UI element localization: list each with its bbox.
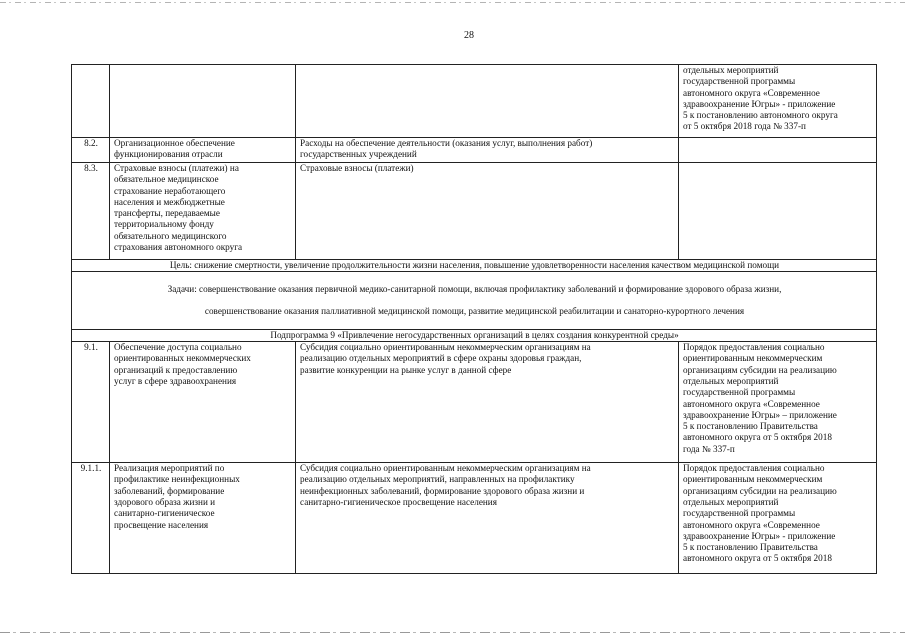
- legal-document: [679, 163, 877, 260]
- page-number: 28: [464, 30, 474, 41]
- subprogram-title: Подпрограмма 9 «Привлечение негосударственных организаций в целях создания конкурентной среды»: [72, 329, 877, 341]
- tasks-row: [72, 272, 877, 329]
- scan-edge-bottom: [0, 632, 905, 633]
- tasks-line-1: Задачи: совершенствование оказания первичной медико-санитарной помощи, включая профилактику заболеваний и формирование здорового образа жизни,: [167, 283, 782, 294]
- table-row: [72, 463, 877, 574]
- measure-name: Страховые взносы (платежи) на обязательное медицинское страхование неработающего населения и межбюджетные трансферты, передаваемые территориальному фонду обязательного медицинского страхования автономного округа: [110, 163, 296, 260]
- legal-document: [679, 138, 877, 163]
- goal-text: Цель: снижение смертности, увеличение продолжительности жизни населения, повышение удовлетворенности населения качеством медицинской помощи: [72, 260, 877, 272]
- goal-row: [72, 260, 877, 272]
- row-number: 8.2.: [72, 138, 110, 163]
- expense-direction: Субсидия социально ориентированным некоммерческим организациям на реализацию отдельных мероприятий, направленных на профилактику неинфекционных заболеваний, формирование здорового образа жизни и санитарно-гигиеническое просвещение населения: [296, 463, 679, 574]
- scan-edge-top: [0, 2, 905, 3]
- row-number: 9.1.1.: [72, 463, 110, 574]
- measure-name: Организационное обеспечение функционирования отрасли: [110, 138, 296, 163]
- tasks-text: [72, 272, 877, 329]
- expense-direction: [296, 65, 679, 138]
- row-number: 9.1.: [72, 342, 110, 463]
- measure-name: [110, 65, 296, 138]
- legal-document: Порядок предоставления социально ориентированным некоммерческим организациям субсидии на реализацию отдельных мероприятий государственной программы автономного округа «Современное здравоохранение Югры» – приложение 5 к постановлению Правительства автономного округа от 5 октября 2018 года № 337-п: [679, 342, 877, 463]
- program-table: [71, 64, 877, 574]
- legal-document: отдельных мероприятий государственной программы автономного округа «Современное здравоохранение Югры» - приложение 5 к постановлению автономного округа от 5 октября 2018 года № 337-п: [679, 65, 877, 138]
- expense-direction: Субсидия социально ориентированным некоммерческим организациям на реализацию отдельных мероприятий в сфере охраны здоровья граждан, развитие конкуренции на рынке услуг в данной сфере: [296, 342, 679, 463]
- expense-direction: Расходы на обеспечение деятельности (оказания услуг, выполнения работ) государственных учреждений: [296, 138, 679, 163]
- subprogram-row: [72, 329, 877, 341]
- measure-name: Обеспечение доступа социально ориентированных некоммерческих организаций к предоставлению услуг в сфере здравоохранения: [110, 342, 296, 463]
- legal-document: Порядок предоставления социально ориентированным некоммерческим организациям субсидии на реализацию отдельных мероприятий государственной программы автономного округа «Современное здравоохранение Югры» - приложение 5 к постановлению Правительства автономного округа от 5 октября 2018: [679, 463, 877, 574]
- table-row: [72, 163, 877, 260]
- expense-direction: Страховые взносы (платежи): [296, 163, 679, 260]
- measure-name: Реализация мероприятий по профилактике неинфекционных заболеваний, формирование здорового образа жизни и санитарно-гигиеническое просвещение населения: [110, 463, 296, 574]
- table-row: [72, 138, 877, 163]
- row-number: 8.3.: [72, 163, 110, 260]
- tasks-line-2: совершенствование оказания паллиативной медицинской помощи, развитие медицинской реабилитации и санаторно-курортного лечения: [204, 306, 745, 317]
- row-number: [72, 65, 110, 138]
- table-row: [72, 342, 877, 463]
- table-row: [72, 65, 877, 138]
